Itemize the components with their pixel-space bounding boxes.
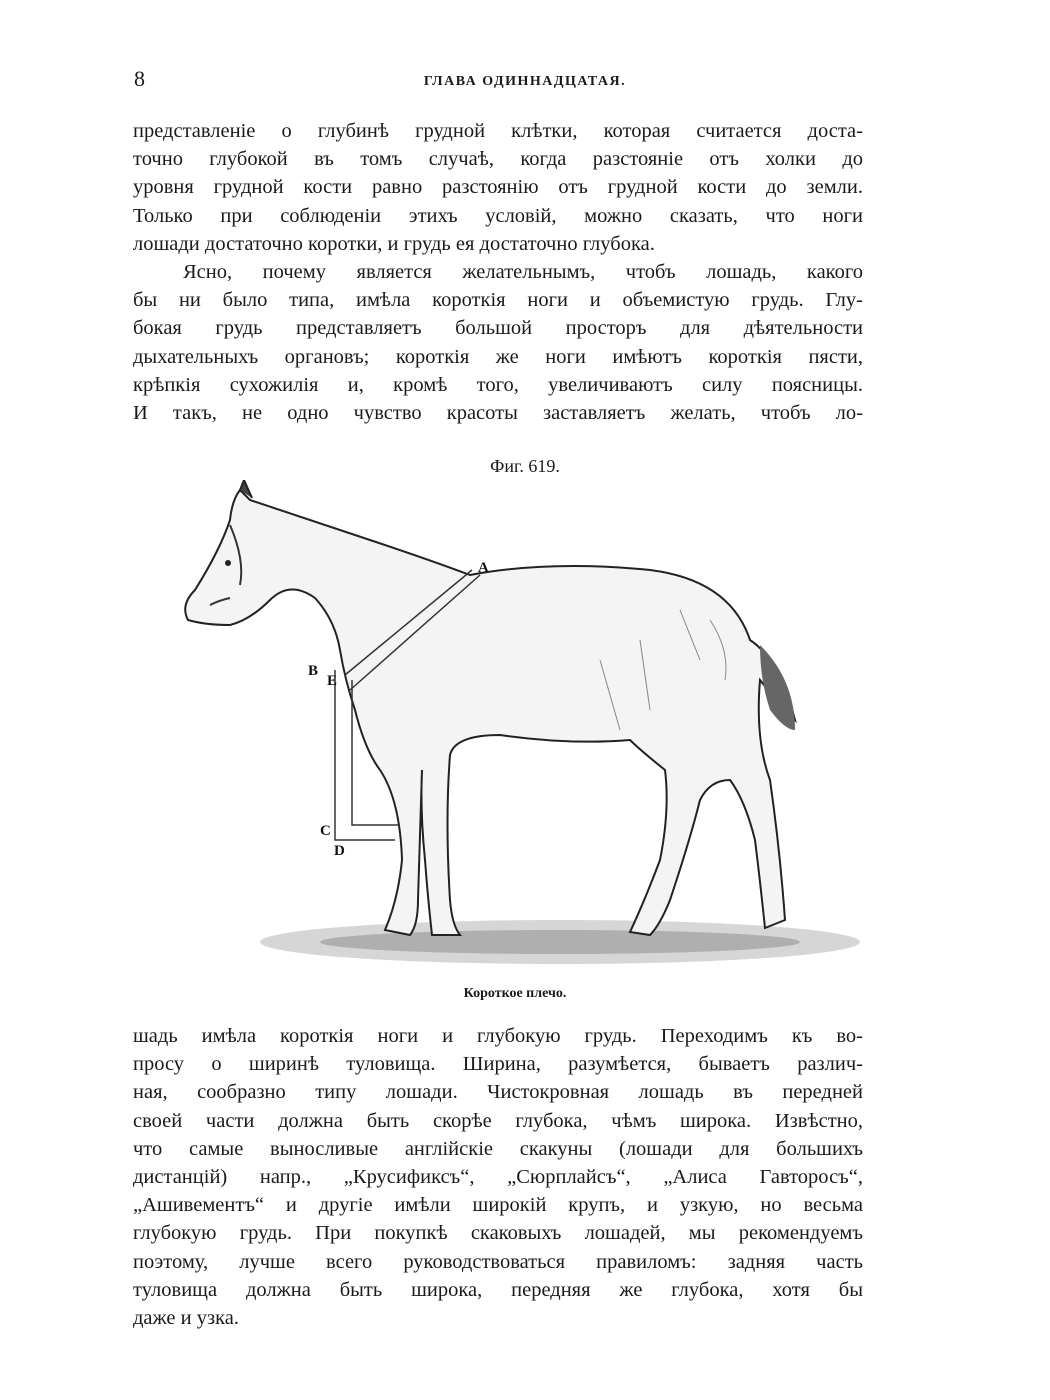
text-line: уровня грудной кости равно разстоянію отъ грудной кости до земли. bbox=[133, 176, 863, 199]
text-line: Ясно, почему является желательнымъ, чтобъ лошадь, какого bbox=[183, 261, 863, 283]
text-line: просу о ширинѣ туловища. Ширина, разумѣется, бываетъ различ- bbox=[133, 1053, 863, 1076]
text-line: лошади достаточно коротки, и грудь ея достаточно глубока. bbox=[133, 232, 655, 255]
text-line: ная, сообразно типу лошади. Чистокровная лошадь въ передней bbox=[133, 1081, 863, 1104]
text-line: представленіе о глубинѣ грудной клѣтки, которая считается доста- bbox=[133, 120, 863, 142]
point-c-label: C bbox=[320, 823, 331, 839]
horse-body bbox=[185, 490, 795, 935]
text-line: И такъ, не одно чувство красоты заставляетъ желать, чтобъ ло- bbox=[133, 401, 863, 424]
text-line: глубокую грудь. При покупкѣ скаковыхъ лошадей, мы рекомендуемъ bbox=[133, 1222, 863, 1245]
running-head: ГЛАВА ОДИННАДЦАТАЯ. bbox=[423, 74, 627, 89]
figure-caption: Короткое плечо. bbox=[463, 986, 567, 1001]
text-line: туловища должна быть широка, передняя же глубока, хотя бы bbox=[133, 1278, 863, 1301]
text-line: Только при соблюденіи этихъ условій, можно сказать, что ноги bbox=[133, 204, 863, 227]
text-line: шадь имѣла короткія ноги и глубокую грудь. Переходимъ къ во- bbox=[133, 1025, 863, 1047]
paragraph-1 bbox=[133, 117, 863, 258]
point-e-label: E bbox=[327, 673, 338, 689]
text-line: своей части должна быть скорѣе глубока, чѣмъ широка. Извѣстно, bbox=[133, 1109, 863, 1132]
point-b-label: B bbox=[308, 663, 319, 679]
text-line: даже и узка. bbox=[133, 1306, 239, 1329]
paragraph-3 bbox=[133, 1022, 863, 1332]
text-line: „Ашивементъ“ и другіе имѣли широкій крупъ, и узкую, но весьма bbox=[133, 1194, 863, 1217]
text-line: что самые выносливые англійскіе скакуны (лошади для большихъ bbox=[133, 1137, 863, 1160]
horse-tail bbox=[760, 645, 795, 730]
figure-label: Фиг. 619. bbox=[490, 456, 560, 476]
page-number: 8 bbox=[134, 66, 145, 91]
horse-illustration bbox=[170, 480, 870, 980]
text-line: дистанцій) напр., „Крусификсъ“, „Сюрплайсъ“, „Алиса Гавторосъ“, bbox=[133, 1165, 863, 1188]
text-line: точно глубокой въ томъ случаѣ, когда разстояніе отъ холки до bbox=[133, 148, 863, 171]
text-line: бокая грудь представляетъ большой просторъ для дѣятельности bbox=[133, 317, 863, 340]
text-line: крѣпкія сухожилія и, кромѣ того, увеличиваютъ силу поясницы. bbox=[133, 373, 863, 396]
text-line: бы ни было типа, имѣла короткія ноги и объемистую грудь. Глу- bbox=[133, 289, 863, 312]
paragraph-2 bbox=[133, 258, 863, 427]
point-d-label: D bbox=[334, 843, 345, 859]
text-line: поэтому, лучше всего руководствоваться правиломъ: задняя часть bbox=[133, 1250, 863, 1273]
text-line: дыхательныхъ органовъ; короткія же ноги имѣютъ короткія пясти, bbox=[133, 345, 863, 368]
point-a-label: A bbox=[478, 560, 489, 576]
